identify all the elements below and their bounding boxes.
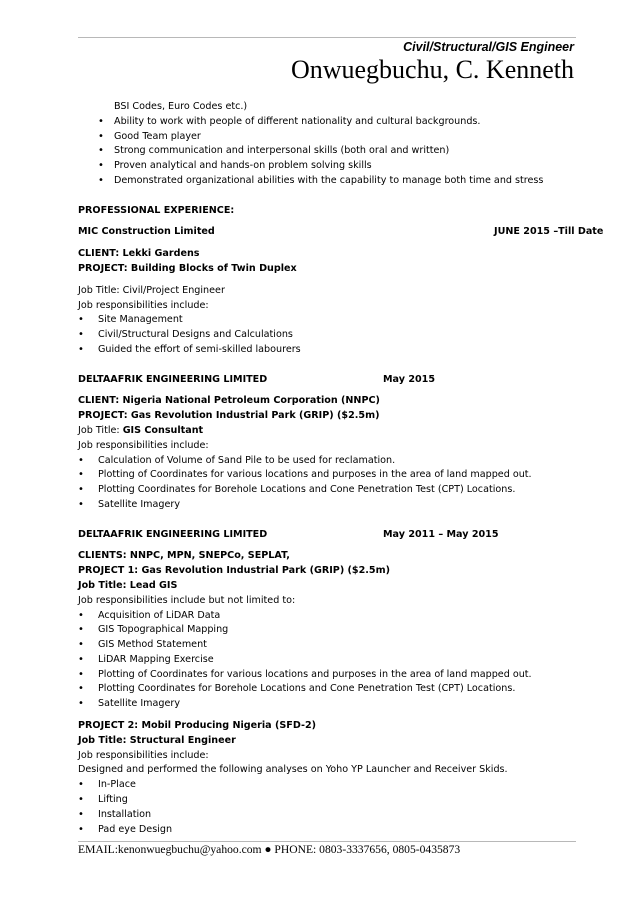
employer-row-deltaafrik-2 [78, 528, 578, 543]
candidate-name: Onwuegbuchu, C. Kenneth [290, 55, 574, 84]
bullet-icon: • [78, 823, 84, 835]
analyses-description: Designed and performed the following analyses on Yoho YP Launcher and Receiver Skids. [78, 764, 508, 776]
list-item: • In-Place [78, 778, 578, 793]
list-item: • Strong communication and interpersonal skills (both oral and written) [78, 144, 578, 159]
list-item: • Guided the effort of semi-skilled labourers [78, 343, 578, 358]
client-line: CLIENT: Lekki Gardens [78, 248, 200, 260]
bullet-icon: • [78, 683, 84, 695]
bullet-icon: • [78, 498, 84, 510]
employer-row-deltaafrik-1 [78, 373, 578, 388]
list-item: • Pad eye Design [78, 823, 578, 838]
employer-row-mic [78, 225, 604, 240]
employer-name: MIC Construction Limited [78, 226, 215, 238]
client-line: CLIENT: Nigeria National Petroleum Corporation (NNPC) [78, 395, 380, 407]
bullet-icon: • [78, 639, 84, 651]
list-item: • Plotting Coordinates for Borehole Locations and Cone Penetration Test (CPT) Locations. [78, 682, 578, 697]
list-item: • Acquisition of LiDAR Data [78, 609, 578, 624]
list-item: • Civil/Structural Designs and Calculations [78, 328, 578, 343]
responsibilities-intro: Job responsibilities include but not limited to: [78, 594, 296, 606]
bullet-icon: • [78, 454, 84, 466]
employment-date: May 2015 [383, 373, 436, 385]
bullet-icon: • [78, 808, 84, 820]
list-item: • Satellite Imagery [78, 498, 578, 513]
bullet-icon: • [78, 779, 84, 791]
mic-responsibilities [78, 313, 578, 357]
bullet-icon: • [78, 314, 84, 326]
bullet-icon: • [78, 609, 84, 621]
list-item: • Plotting of Coordinates for various locations and purposes in the area of land mapped out. [78, 668, 578, 683]
employment-date: May 2011 – May 2015 [383, 528, 499, 540]
bullet-icon: • [78, 484, 84, 496]
list-item: • Proven analytical and hands-on problem solving skills [78, 159, 578, 174]
list-item: • Satellite Imagery [78, 697, 578, 712]
employer-name: DELTAAFRIK ENGINEERING LIMITED [78, 528, 268, 540]
bullet-icon: • [78, 698, 84, 710]
delta1-responsibilities [78, 454, 578, 513]
employment-date: JUNE 2015 –Till Date [494, 226, 604, 238]
list-item: • Ability to work with people of different nationality and cultural backgrounds. [78, 115, 578, 130]
skills-continuation: BSI Codes, Euro Codes etc.) [114, 101, 248, 112]
bullet-icon: • [98, 174, 104, 186]
project-line: PROJECT: Gas Revolution Industrial Park (GRIP) ($2.5m) [78, 410, 380, 422]
list-item: • Plotting Coordinates for Borehole Locations and Cone Penetration Test (CPT) Locations. [78, 483, 578, 498]
list-item: • Installation [78, 808, 578, 823]
job-title-line: Job Title: Structural Engineer [78, 734, 236, 746]
responsibilities-intro: Job responsibilities include: [78, 749, 209, 761]
responsibilities-intro: Job responsibilities include: [78, 299, 209, 311]
job-role-title: Civil/Structural/GIS Engineer [403, 40, 574, 54]
footer-divider [78, 841, 576, 842]
list-item: • Good Team player [78, 130, 578, 145]
responsibilities-intro: Job responsibilities include: [78, 439, 209, 451]
skills-list [78, 115, 578, 189]
project-line: PROJECT 2: Mobil Producing Nigeria (SFD-2) [78, 720, 317, 732]
project-line: PROJECT 1: Gas Revolution Industrial Park (GRIP) ($2.5m) [78, 565, 390, 577]
employer-name: DELTAAFRIK ENGINEERING LIMITED [78, 373, 268, 385]
job-title-line: Job Title: GIS Consultant [78, 424, 204, 436]
header-divider [78, 37, 576, 38]
delta2-project1-responsibilities [78, 609, 578, 713]
clients-line: CLIENTS: NNPC, MPN, SNEPCo, SEPLAT, [78, 550, 290, 562]
list-item: • Calculation of Volume of Sand Pile to be used for reclamation. [78, 454, 578, 469]
list-item: • Plotting of Coordinates for various locations and purposes in the area of land mapped out. [78, 468, 578, 483]
bullet-icon: • [98, 145, 104, 157]
list-item: • Demonstrated organizational abilities with the capability to manage both time and stress [78, 174, 578, 189]
bullet-icon: • [78, 469, 84, 481]
list-item: • Lifting [78, 793, 578, 808]
bullet-icon: • [78, 624, 84, 636]
project-line: PROJECT: Building Blocks of Twin Duplex [78, 262, 297, 274]
bullet-icon: • [78, 329, 84, 341]
job-title-line: Job Title: Lead GIS [78, 579, 178, 591]
bullet-icon: • [78, 668, 84, 680]
bullet-icon: • [78, 653, 84, 665]
bullet-icon: • [98, 160, 104, 172]
list-item: • Site Management [78, 313, 578, 328]
job-title-line: Job Title: Civil/Project Engineer [78, 284, 225, 296]
delta2-project2-responsibilities [78, 778, 578, 837]
list-item: • LiDAR Mapping Exercise [78, 653, 578, 668]
contact-footer: EMAIL:kenonwuegbuchu@yahoo.com ● PHONE: 0803-3337656, 0805-0435873 [78, 843, 461, 856]
bullet-icon: • [78, 794, 84, 806]
resume-body [78, 100, 604, 837]
list-item: • GIS Method Statement [78, 638, 578, 653]
bullet-icon: • [98, 115, 104, 127]
bullet-icon: • [78, 343, 84, 355]
list-item: • GIS Topographical Mapping [78, 623, 578, 638]
section-heading-experience: PROFESSIONAL EXPERIENCE: [78, 204, 235, 216]
bullet-icon: • [98, 130, 104, 142]
